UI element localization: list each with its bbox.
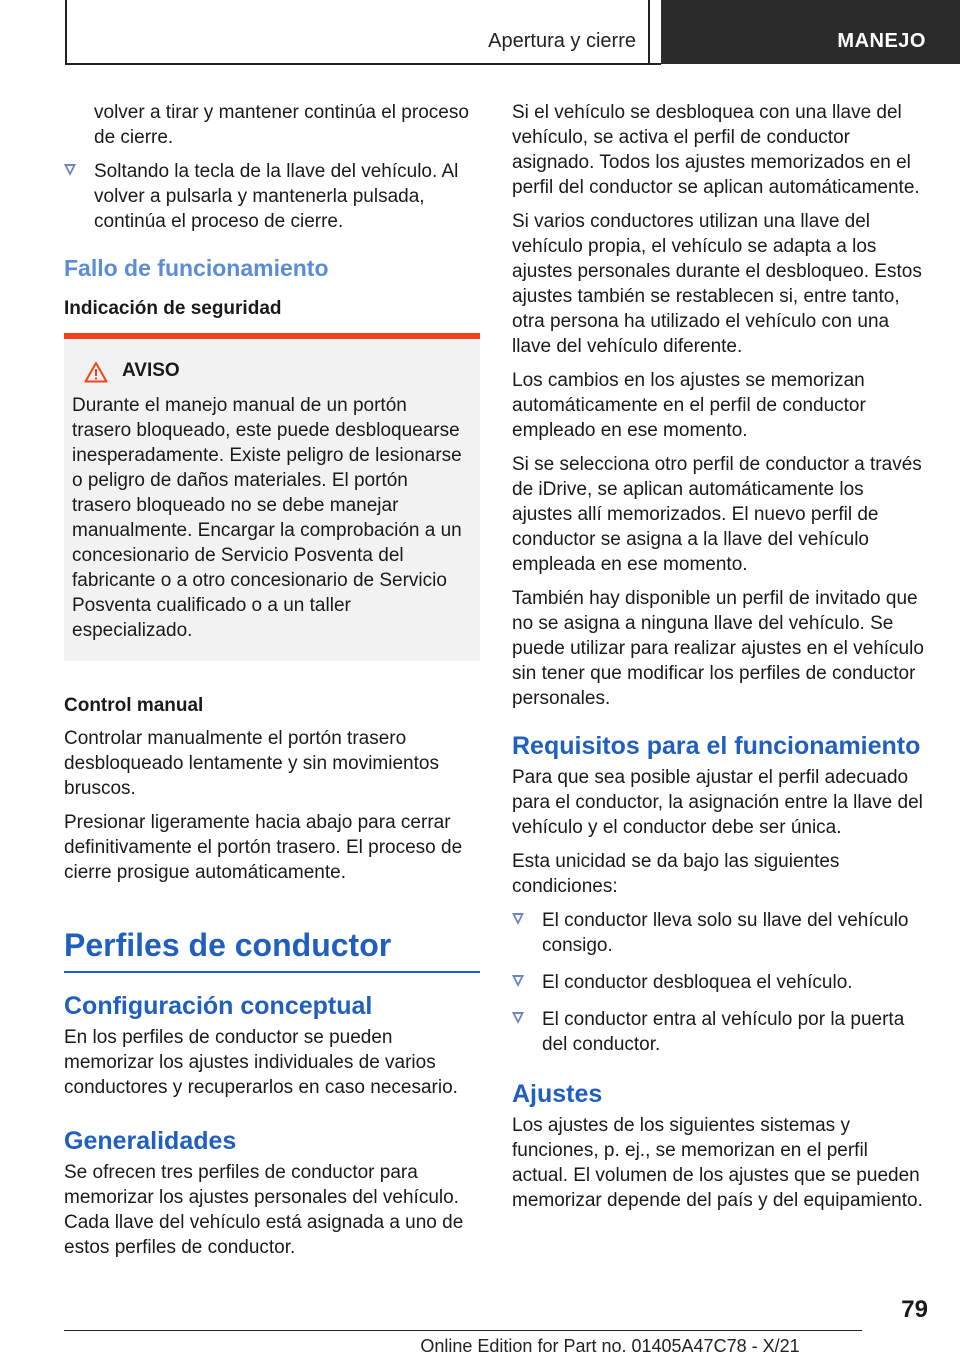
continued-bullet-text: volver a tirar y mantener continúa el proceso de cierre. <box>94 102 469 148</box>
footer-rule <box>64 1330 862 1331</box>
list-item <box>512 1007 928 1057</box>
triangle-bullet-icon <box>64 164 76 176</box>
list-item <box>64 159 480 234</box>
heading-indicacion: Indicación de seguridad <box>64 298 282 319</box>
paragraph: Se ofrecen tres perfiles de conductor para memorizar los ajustes personales del vehículo. Cada llave del vehículo está asignada a uno de estos perfiles de conductor. <box>64 1162 464 1258</box>
warning-text: Durante el manejo manual de un portón trasero bloqueado, este puede desbloquearse inesperadamente. Existe peligro de lesionarse o peligro de daños materiales. El portón trasero bloqueado no se debe manejar manualmente. Encargar la comprobación a un concesionario de Servicio Posventa del fabricante o a otro concesionario de Servicio Posventa cualificado o a un taller especializado. <box>72 395 462 641</box>
triangle-bullet-icon <box>512 975 524 987</box>
list-item-text: Soltando la tecla de la llave del vehículo. Al volver a pulsarla y mantenerla pulsada, continúa el proceso de cierre. <box>94 161 459 232</box>
paragraph: También hay disponible un perfil de invitado que no se asigna a ninguna llave del vehículo. Se puede utilizar para realizar ajustes en el vehículo sin tener que modificar los perfiles de conductor personales. <box>512 588 924 709</box>
heading-control: Control manual <box>64 695 204 716</box>
list-item-text: El conductor desbloquea el vehículo. <box>542 972 853 993</box>
right-column <box>512 100 928 1222</box>
warning-header <box>72 359 470 389</box>
warning-title: AVISO <box>122 360 180 381</box>
paragraph: Si varios conductores utilizan una llave del vehículo propia, el vehículo se adapta a los ajustes personales durante el desbloqueo. Estos ajustes también se restablecen si, entre tanto, otra persona ha utilizado el vehículo con una llave del vehículo diferente. <box>512 211 922 357</box>
footer-edition: Online Edition for Part no. 01405A47C78 - X/21 <box>420 1336 800 1356</box>
paragraph: Los ajustes de los siguientes sistemas y funciones, p. ej., se memorizan en el perfil actual. El volumen de los ajustes que se pueden memorizar depende del país y del equipamiento. <box>512 1115 923 1211</box>
header-divider <box>65 0 67 64</box>
warning-triangle-icon <box>84 361 108 383</box>
paragraph: Presionar ligeramente hacia abajo para cerrar definitivamente el portón trasero. El proceso de cierre prosigue automáticamente. <box>64 812 463 883</box>
triangle-bullet-icon <box>512 1012 524 1024</box>
warning-box <box>64 333 480 661</box>
list-item <box>512 908 928 958</box>
list-item-text: El conductor entra al vehículo por la puerta del conductor. <box>542 1009 905 1055</box>
paragraph: Para que sea posible ajustar el perfil adecuado para el conductor, la asignación entre la llave del vehículo y el conductor debe ser única. <box>512 767 923 838</box>
heading-requisitos: Requisitos para el funcionamiento <box>512 732 921 760</box>
list-item-text: El conductor lleva solo su llave del vehículo consigo. <box>542 910 909 956</box>
left-column <box>64 100 480 1269</box>
page-header <box>0 0 960 66</box>
heading-general: Generalidades <box>64 1127 237 1155</box>
triangle-bullet-icon <box>512 913 524 925</box>
heading-perfiles: Perfiles de conductor <box>64 927 392 963</box>
chapter-title: MANEJO <box>837 30 926 52</box>
paragraph: Si el vehículo se desbloquea con una llave del vehículo, se activa el perfil de conductor asignado. Todos los ajustes memorizados en el perfil del conductor se aplican automáticamente. <box>512 102 920 198</box>
header-divider <box>65 63 661 65</box>
paragraph: Controlar manualmente el portón trasero desbloqueado lentamente y sin movimientos bruscos. <box>64 728 439 799</box>
heading-fallo: Fallo de funcionamiento <box>64 255 329 281</box>
paragraph: Si se selecciona otro perfil de conductor a través de iDrive, se aplican automáticamente los ajustes allí memorizados. El nuevo perfil de conductor se asigna a la llave del vehículo empleada en ese momento. <box>512 454 922 575</box>
paragraph: Esta unicidad se da bajo las siguientes condiciones: <box>512 851 840 897</box>
page-number: 79 <box>901 1296 928 1323</box>
chapter-tab <box>661 0 960 64</box>
header-divider <box>648 0 650 64</box>
heading-rule <box>64 971 480 973</box>
section-title: Apertura y cierre <box>488 30 636 52</box>
heading-ajustes: Ajustes <box>512 1080 603 1108</box>
list-item <box>512 970 928 995</box>
heading-config: Configuración conceptual <box>64 992 373 1020</box>
paragraph: En los perfiles de conductor se pueden memorizar los ajustes individuales de varios conductores y recuperarlos en caso necesario. <box>64 1027 458 1098</box>
paragraph: Los cambios en los ajustes se memorizan automáticamente en el perfil de conductor empleado en ese momento. <box>512 370 866 441</box>
